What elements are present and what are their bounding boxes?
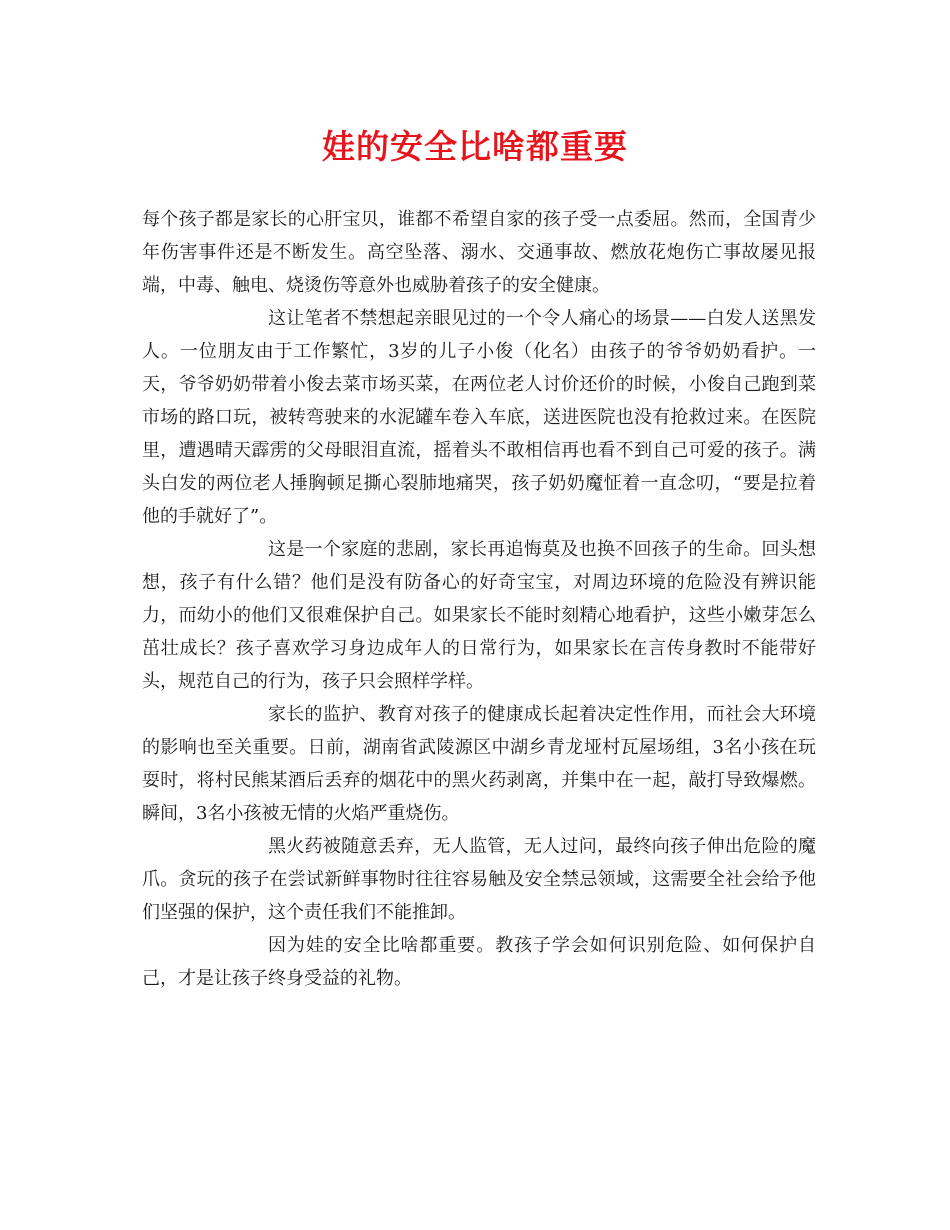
paragraph-5: 黑火药被随意丢弃，无人监管，无人过问，最终向孩子伸出危险的魔爪。贪玩的孩子在尝试新鲜事物时往往容易触及安全禁忌领域，这需要全社会给予他们坚强的保护，这个责任我们不能推卸。: [142, 836, 816, 923]
document-body: [142, 203, 816, 995]
paragraph-4: 家长的监护、教育对孩子的健康成长起着决定性作用，而社会大环境的影响也至关重要。日前，湖南省武陵源区中湖乡青龙垭村瓦屋场组，3名小孩在玩耍时，将村民熊某酒后丢弃的烟花中的黑火药剥离，并集中在一起，敲打导致爆燃。瞬间，3名小孩被无情的火焰严重烧伤。: [142, 704, 816, 824]
paragraph-2: 这让笔者不禁想起亲眼见过的一个令人痛心的场景——白发人送黑发人。一位朋友由于工作繁忙，3岁的儿子小俊（化名）由孩子的爷爷奶奶看护。一天，爷爷奶奶带着小俊去菜市场买菜，在两位老人讨价还价的时候，小俊自己跑到菜市场的路口玩，被转弯驶来的水泥罐车卷入车底，送进医院也没有抢救过来。在医院里，遭遇晴天霹雳的父母眼泪直流，摇着头不敢相信再也看不到自己可爱的孩子。满头白发的两位老人捶胸顿足撕心裂肺地痛哭，孩子奶奶魔怔着一直念叨，“要是拉着他的手就好了”。: [142, 308, 816, 527]
paragraph-1: 每个孩子都是家长的心肝宝贝，谁都不希望自家的孩子受一点委屈。然而，全国青少年伤害事件还是不断发生。高空坠落、溺水、交通事故、燃放花炮伤亡事故屡见报端，中毒、触电、烧烫伤等意外也威胁着孩子的安全健康。: [142, 209, 816, 296]
paragraph-3: 这是一个家庭的悲剧，家长再追悔莫及也换不回孩子的生命。回头想想，孩子有什么错？他们是没有防备心的好奇宝宝，对周边环境的危险没有辨识能力，而幼小的他们又很难保护自己。如果家长不能时刻精心地看护，这些小嫩芽怎么茁壮成长？孩子喜欢学习身边成年人的日常行为，如果家长在言传身教时不能带好头，规范自己的行为，孩子只会照样学样。: [142, 539, 816, 692]
document-title: 娃的安全比啥都重要: [322, 127, 628, 166]
paragraph-6: 因为娃的安全比啥都重要。教孩子学会如何识别危险、如何保护自己，才是让孩子终身受益的礼物。: [142, 935, 816, 989]
